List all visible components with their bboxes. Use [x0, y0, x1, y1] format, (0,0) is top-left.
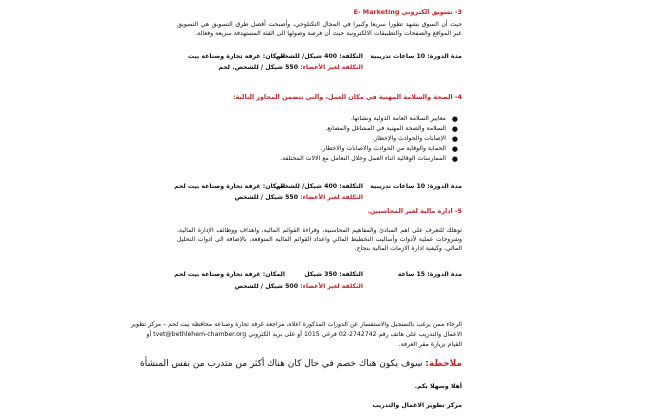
- section-3-nonmember-cost: [232, 64, 363, 72]
- bullet-icon: ●: [451, 135, 458, 143]
- list-item: ● الإصابات والحوادث والإخطار.: [372, 135, 458, 143]
- discount-note: [140, 358, 462, 370]
- section-4-place: المكان: غرفة تجارة وصناعة بيت لحم: [174, 183, 285, 190]
- list-item: ● الحماية والوقاية من الحوادث والاصابات والاخطار.: [320, 145, 458, 153]
- section-3-cost: التكلفة: 400 شيكل/ للشخص: [275, 53, 363, 60]
- section-3-paragraph: حيث أن السوق يشهد تطورا سريعا وكبيرا في المجال التكنلوجي، وأصبحت أفضل طرق التسويق هي التسويق عبر المواقع والصفحات والتطبيقات الالكترونية حيث أن فرصة وصولها الى الفئة المستهدفة سريعة وفعالة.: [177, 21, 462, 37]
- section-3-duration: مدة الدورة: 10 ساعات تدريبية: [370, 53, 462, 60]
- section-5-cost: التكلفة: 350 شيكل: [304, 271, 363, 278]
- section-3-nonmember-value: 550 شيكل / للشخص.: [232, 64, 299, 71]
- section-5-nonmember-label: التكلفة لغير الأعضاء:: [300, 283, 363, 290]
- section-4-duration: مدة الدورة: 10 ساعات تدريبية: [370, 183, 462, 190]
- closing-greeting: أهلا وسهلا بكم.: [414, 383, 462, 390]
- section-5-duration: مدة الدورة: 15 ساعة: [397, 271, 462, 278]
- section-3-place-continued: لحم: [218, 64, 230, 71]
- closing-signature: مركز تطوير الاعمال والتدريب: [372, 402, 462, 409]
- section-4-heading: 4- الصحة والسلامة المهنية في مكان العمل، والتي تتضمن المحاور التالية:: [233, 93, 462, 101]
- list-item: ● السلامة والصحة المهنية في المشاغل والمصانع.: [325, 125, 458, 133]
- section-4-nonmember-cost: [235, 194, 363, 202]
- note-text: سوف يكون هناك خصم في حال كان هناك أكثر من متدرب من نفس المنشأة: [140, 359, 426, 369]
- contact-line-2: الاعمال والتدريب على هاتف رقم 2742742-02 فرعي 1015 أو على بريد الكتروني tvet@bethlehem-chamber.org أو: [146, 331, 462, 338]
- list-item: ● معايير السلامة العامة الدولية ونشاتها.: [350, 115, 458, 123]
- section-3-heading: 3- تسويق الكتروني E- Marketing: [353, 8, 462, 16]
- list-item: ● الممارسات الوقائية اثناء العمل وخلال التعامل مع الالات المختلفة.: [280, 155, 458, 163]
- bullet-icon: ●: [451, 155, 458, 163]
- section-4-bullet-list: [280, 114, 458, 164]
- section-3-place: المكان: غرفة تجارة وصناعة بيت: [187, 53, 285, 60]
- section-5-nonmember-cost: [235, 283, 363, 291]
- bullet-icon: ●: [451, 125, 458, 133]
- bullet-icon: ●: [451, 115, 458, 123]
- section-4-nonmember-label: التكلفة لغير الأعضاء:: [300, 194, 363, 201]
- section-5-nonmember-value: 500 شيكل / للشخص: [234, 283, 299, 290]
- section-4-nonmember-value: 550 شيكل / للشخص: [234, 194, 299, 201]
- section-5-heading: 5- ادارة مالية لغير المحاسبين.: [367, 207, 462, 215]
- section-5-place: المكان: غرفة تجارة وصناعة بيت لحم: [174, 271, 285, 278]
- section-5-paragraph: توهلك للتعرف على اهم المبادئ والمفاهيم المحاسبية، وقراءة القوائم المالية، واهداف ووظائف الإدارة المالية، وشروحات عملية لأدوات وأساليب التخطيط المالي واعداد القوائم المالية المتوقعة، بالإضافة الى ادوات التحليل المالي، وكيفية ادارة الازمات المالية بنجاح.: [177, 227, 462, 252]
- bullet-icon: ●: [451, 145, 458, 153]
- note-label: ملاحظة:: [425, 359, 462, 369]
- section-3-nonmember-label: التكلفة لغير الأعضاء:: [300, 64, 363, 71]
- contact-line-3: القيام بزيارة مقر الغرفة.: [398, 341, 462, 348]
- contact-line-1: الرجاء ممن يرغب بالتسجيل والاستفسار عن الدورات المذكورة اعلاه، مراجعة غرفة تجارة وصناعة محافظة بيت لحم – مركز تطوير: [130, 321, 462, 328]
- section-4-cost: التكلفة: 400 شيكل/ للشخص: [275, 183, 363, 190]
